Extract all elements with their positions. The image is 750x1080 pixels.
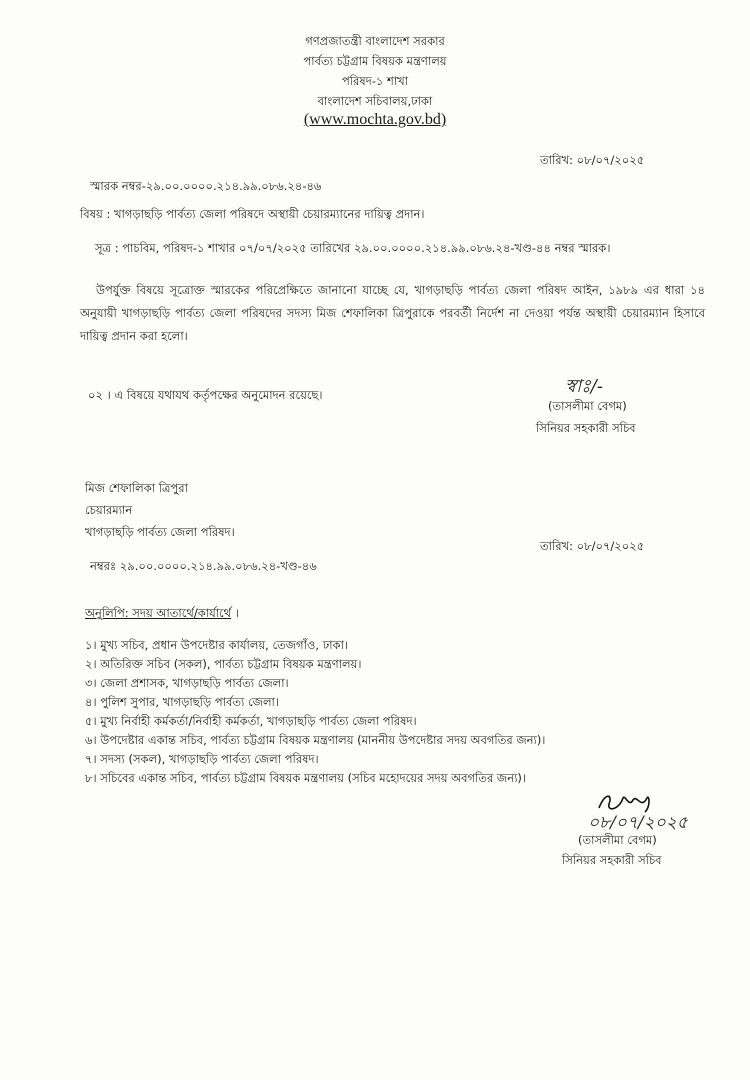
header-ministry: পার্বত্য চট্টগ্রাম বিষয়ক মন্ত্রণালয় [303,54,447,68]
header-website-link[interactable]: (www.mochta.gov.bd) [303,111,447,128]
list-item: ১। মুখ্য সচিব, প্রধান উপদেষ্টার কার্যালয়, তেজগাঁও, ঢাকা। [85,638,349,652]
recipient-office: খাগড়াছড়ি পার্বত্য জেলা পরিষদ। [85,525,235,539]
list-item: ৭। সদস্য (সকল), খাগড়াছড়ি পার্বত্য জেলা পরিষদ। [85,752,319,766]
signature-mark: স্বাঃ/- [565,376,603,397]
body-paragraph: উপর্যুক্ত বিষয়ে সূত্রোক্ত স্মারকের পরিপ্রেক্ষিতে জানানো যাচ্ছে যে, খাগড়াছড়ি পার্বত্য জেলা পরিষদ আইন, ১৯৮৯ এর ধারা ১৪ অনুযায়ী খাগড়াছড়ি পার্বত্য জেলা পরিষদের সদস্য মিজ শেফালিকা ত্রিপুরাকে পরবর্তী নির্দেশ না দেওয়া পর্যন্ত অস্থায়ী চেয়ারম্যান হিসাবে দায়িত্ব প্রদান করা হলো। [80,283,705,343]
list-item: ৬। উপদেষ্টার একান্ত সচিব, পার্বত্য চট্টগ্রাম বিষয়ক মন্ত্রণালয় (মাননীয় উপদেষ্টার সদয় অবগতির জন্য)। [85,733,546,747]
header-government: গণপ্রজাতন্ত্রী বাংলাদেশ সরকার [305,34,445,48]
signatory-name-2: (তাসলীমা বেগম) [578,833,657,847]
copy-heading-end: । [231,606,239,620]
memo-number: স্মারক নম্বর-২৯.০০.০০০০.২১৪.৯৯.০৮৬.২৪-৪৬ [90,179,322,193]
copy-heading [85,605,239,624]
copy-heading-text: অনুলিপি: সদয় আতার্থে/কার্যার্থে [85,606,232,620]
list-item: ৪। পুলিশ সুপার, খাগড়াছড়ি পার্বত্য জেলা। [85,695,279,709]
reference-line: সূত্র : পাচবিম, পরিষদ-১ শাখার ০৭/০৭/২০২৫ তারিখের ২৯.০০.০০০০.২১৪.৯৯.০৮৬.২৪-খণ্ড-৪৪ নম্বর স্মারক। [95,241,611,255]
handwritten-date: ০৮/০৭/২০২৫ [588,813,688,833]
date: তারিখ: ০৮/০৭/২০২৫ [540,153,645,167]
list-item: ৫। মুখ্য নির্বাহী কর্মকর্তা/নির্বাহী কর্মকর্তা, খাগড়াছড়ি পার্বত্য জেলা পরিষদ। [85,714,417,728]
header-secretariat: বাংলাদেশ সচিবালয়,ঢাকা [317,94,433,108]
list-item: ২। অতিরিক্ত সচিব (সকল), পার্বত্য চট্টগ্রাম বিষয়ক মন্ত্রণালয়। [85,657,362,671]
header-branch: পরিষদ-১ শাখা [341,74,409,88]
list-item: ৮। সচিবের একান্ত সচিব, পার্বত্য চট্টগ্রাম বিষয়ক মন্ত্রণালয় (সচিব মহোদয়ের সদয় অবগতির জন্য)। [85,771,527,785]
number-2: নম্বরঃ ২৯.০০.০০০০.২১৪.৯৯.০৮৬.২৪-খণ্ড-৪৬ [90,559,317,573]
recipient-name: মিজ শেফালিকা ত্রিপুরা [85,481,188,495]
signatory-name: (তাসলীমা বেগম) [548,399,627,413]
date-2: তারিখ: ০৮/০৭/২০২৫ [540,539,645,553]
list-item: ৩। জেলা প্রশাসক, খাগড়াছড়ি পার্বত্য জেলা। [85,676,289,690]
approval-point: ০২ । এ বিষয়ে যথাযথ কর্তৃপক্ষের অনুমোদন রয়েছে। [88,388,323,402]
subject-line: বিষয় : খাগড়াছড়ি পার্বত্য জেলা পরিষদে অস্থায়ী চেয়ারম্যানের দায়িত্ব প্রদান। [80,207,425,221]
recipient-title: চেয়ারম্যান [85,503,133,517]
signatory-designation-2: সিনিয়র সহকারী সচিব [562,853,662,867]
signatory-designation: সিনিয়র সহকারী সচিব [536,421,636,435]
